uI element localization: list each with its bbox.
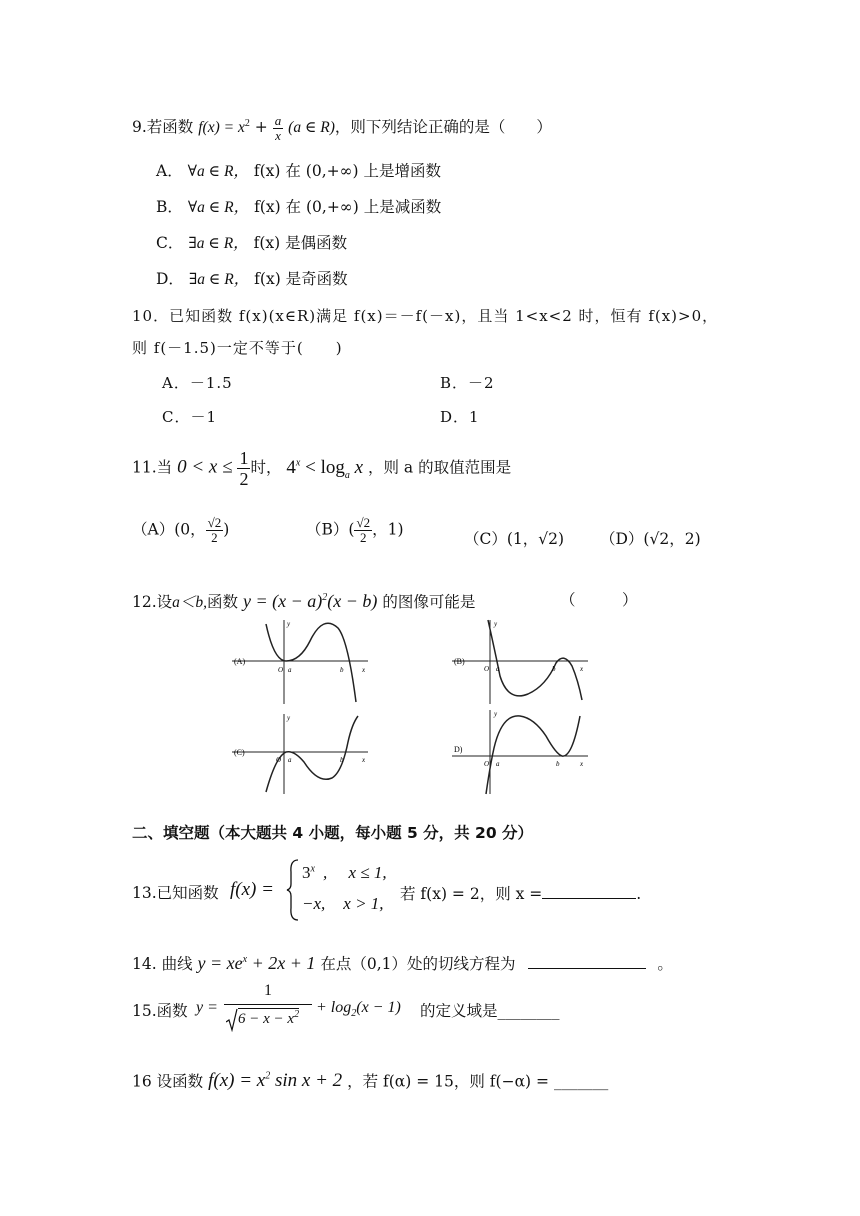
q9-option-d-label: D． <box>156 270 184 288</box>
q11-ineq-base: 4 <box>286 456 296 478</box>
graph-d-curve <box>486 716 580 794</box>
graph-b-curve <box>488 620 582 700</box>
q10-line1: 10．已知函数 f(x)(x∈R)满足 f(x)＝－f(－x)，且当 1<x<2 时，恒有 f(x)>0， <box>132 307 719 325</box>
graph-a-label: (A) <box>234 657 246 666</box>
graph-d-a: a <box>496 760 500 768</box>
q16-answer-blank[interactable]: _______ <box>553 1072 609 1091</box>
graph-c-curve <box>266 716 358 792</box>
q13-case1-cond: , x ≤ 1, <box>322 863 387 882</box>
graph-d-y: y <box>494 710 498 718</box>
q11-option-a-frac <box>206 516 224 545</box>
q16-prefix: 16 设函数 <box>132 1072 204 1091</box>
graph-a-origin: O <box>278 666 284 674</box>
q12-graph-a <box>228 616 378 706</box>
graph-d-label: D) <box>454 745 463 754</box>
q10-option-a: A．－1.5 <box>162 374 233 392</box>
graph-d-origin: O <box>484 760 490 768</box>
q12-mid: 函数 <box>207 593 239 611</box>
q15-fraction-bar <box>224 1004 312 1005</box>
q15-den <box>238 1008 299 1028</box>
q12-formula <box>243 591 377 611</box>
graph-a-b: b <box>340 666 344 674</box>
q11-half <box>237 448 250 489</box>
q12-formula-sq: 2 <box>322 592 328 603</box>
q11-ineq-x: x <box>349 456 364 478</box>
q11-option-a <box>132 516 229 545</box>
q13-answer-blank[interactable] <box>542 882 636 899</box>
q10-option-c: C．－1 <box>162 408 218 426</box>
graph-b-x: x <box>580 665 584 673</box>
q12-formula-1: y = (x − a) <box>243 591 323 611</box>
q13-case1 <box>302 858 387 883</box>
q11-option-b-frac <box>354 516 372 545</box>
q11-half-den: 2 <box>239 469 249 489</box>
graph-d-x: x <box>580 760 584 768</box>
q16 <box>132 1066 608 1092</box>
q12-suffix: 的图像可能是 <box>382 593 476 611</box>
q13-fx: f(x) = <box>230 879 274 900</box>
q15-den-text: 6 − x − x <box>238 1011 295 1027</box>
q9-option-d-text2: f(x) 是奇函数 <box>254 270 348 288</box>
q9-option-c-text1: ∃a ∈ R， <box>188 235 249 252</box>
q11-stem <box>132 448 511 489</box>
q12-prefix: 12.设 <box>132 593 173 611</box>
graph-a-curve <box>266 623 356 702</box>
q9-option-a-label: A． <box>156 162 183 180</box>
q9-suffix: ，则下列结论正确的是（ ） <box>334 118 552 137</box>
q9-option-d-text1: ∃a ∈ R， <box>188 271 250 288</box>
q11-option-a-post: ) <box>223 520 230 539</box>
q13-case1-base: 3 <box>302 863 311 882</box>
q9-option-b <box>156 196 441 219</box>
q9-fraction <box>273 114 284 143</box>
q12-graph-c <box>228 712 378 796</box>
q11-option-b-pre: （B）( <box>306 520 355 539</box>
q9-fx: f(x) = x <box>198 119 245 137</box>
q11-option-b-den: 2 <box>360 530 367 545</box>
q10-option-b: B．－2 <box>440 374 495 392</box>
q15-suffix: 的定义域是________ <box>420 1002 560 1020</box>
q16-formula-2: sin x + 2 <box>270 1070 343 1092</box>
q15-num: 1 <box>264 982 272 999</box>
q13-suffix <box>400 882 641 905</box>
q9-option-a-text1: ∀a ∈ R， <box>187 163 249 180</box>
q10-line2: 则 f(－1.5)一定不等于( ) <box>132 339 343 357</box>
q12-answer-paren: （ ） <box>560 591 638 609</box>
graph-b-a: a <box>496 665 500 673</box>
q12-stem <box>132 587 475 614</box>
graph-c-label: (C) <box>234 748 245 757</box>
q15-den-sup: 2 <box>294 1009 300 1020</box>
q9-sq: 2 <box>244 118 250 129</box>
q12-graph-b <box>448 616 598 706</box>
q13-case2-cond: x > 1, <box>343 894 384 913</box>
q14 <box>132 949 673 975</box>
q9-option-c <box>156 232 347 255</box>
q9-den: x <box>275 127 281 143</box>
q11-option-d: （D）(√2，2) <box>600 530 701 548</box>
q11-option-b-post: ，1) <box>372 520 404 539</box>
graph-a-a: a <box>288 666 292 674</box>
q15-log-arg: (x − 1) <box>356 999 401 1016</box>
q16-formula-sup: 2 <box>265 1071 271 1082</box>
graph-c-x: x <box>362 756 366 764</box>
q14-formula <box>198 953 316 973</box>
q12-graph-d <box>448 708 598 796</box>
q14-prefix: 14. 曲线 <box>132 955 193 973</box>
graph-c-y: y <box>287 714 291 722</box>
q9-prefix: 9.若函数 <box>132 118 194 137</box>
q16-formula <box>208 1070 342 1091</box>
q11-option-b-num: √2 <box>356 515 371 530</box>
q15-log <box>316 999 401 1019</box>
q9-option-a <box>156 160 441 183</box>
q13-brace <box>286 858 300 922</box>
q9-plus: + <box>254 118 268 137</box>
q11-prefix: 11.当 <box>132 458 173 477</box>
graph-b-label: (B) <box>454 657 465 666</box>
graph-a-x: x <box>362 666 366 674</box>
q11-ineq <box>286 456 364 481</box>
graph-a-y: y <box>287 620 291 628</box>
q9-option-b-text1: ∀a ∈ R， <box>187 199 250 216</box>
q9-option-c-label: C． <box>156 234 184 252</box>
q15-log-text: + log <box>316 999 352 1016</box>
q9-option-a-text2: f(x) 在 (0,+∞) 上是增函数 <box>253 162 442 180</box>
q15-log-base: 2 <box>351 1008 357 1020</box>
q11-suffix: ，则 a 的取值范围是 <box>368 458 512 477</box>
graph-c-a: a <box>288 756 292 764</box>
q15-sqrt-sign <box>226 1008 238 1032</box>
q13-end: . <box>636 885 642 903</box>
q14-suffix: 在点（0,1）处的切线方程为 <box>320 955 516 973</box>
q9-option-c-text2: f(x) 是偶函数 <box>253 234 348 252</box>
q14-formula-2: + 2x + 1 <box>247 953 316 973</box>
q11-option-a-pre: （A）(0， <box>132 520 206 539</box>
q14-end: 。 <box>657 955 673 973</box>
q13-case1-sup: x <box>310 863 315 875</box>
section-2-heading: 二、填空题（本大题共 4 小题，每小题 5 分，共 20 分） <box>132 824 534 842</box>
q11-mid: 时， <box>250 458 282 477</box>
q9-num: a <box>274 112 282 128</box>
q9-option-b-label: B． <box>156 198 183 216</box>
q15-prefix: 15.函数 <box>132 1002 188 1020</box>
q12-formula-2: (x − b) <box>327 591 378 611</box>
graph-b-b: b <box>552 665 556 673</box>
q9-option-d <box>156 268 348 291</box>
q14-formula-sup: x <box>242 954 248 965</box>
q11-cond: 0 < x ≤ <box>177 456 233 478</box>
q16-formula-1: f(x) = x <box>208 1070 266 1092</box>
q13-suffix-text: 若 f(x) = 2，则 x = <box>400 885 543 903</box>
q9-cond: (a ∈ R) <box>288 119 335 137</box>
q11-option-a-num: √2 <box>207 515 222 530</box>
q9-stem <box>132 113 552 143</box>
q11-option-b <box>306 516 404 545</box>
q16-mid: ，若 f(α) = 15，则 f(−α) = <box>347 1072 550 1091</box>
q11-option-a-den: 2 <box>211 530 218 545</box>
graph-b-y: y <box>494 620 498 628</box>
q9-option-b-text2: f(x) 在 (0,+∞) 上是减函数 <box>254 198 442 216</box>
q14-answer-blank[interactable] <box>528 952 646 969</box>
q11-ineq-sub: a <box>344 469 350 481</box>
q13-prefix: 13.已知函数 <box>132 884 219 902</box>
q13-case2-val: −x, <box>302 894 326 913</box>
q11-ineq-sup: x <box>295 457 301 469</box>
graph-d-b: b <box>556 760 560 768</box>
q10-option-d: D．1 <box>440 408 480 426</box>
q13-case2 <box>302 894 384 914</box>
q11-half-num: 1 <box>239 448 249 468</box>
graph-c-origin: O <box>276 756 282 764</box>
q12-cond: a＜b, <box>172 594 208 611</box>
q15-y: y = <box>196 999 218 1016</box>
graph-c-b: b <box>340 756 344 764</box>
q14-formula-1: y = xe <box>197 953 243 973</box>
q11-ineq-log: < log <box>300 456 345 478</box>
q11-option-c: （C）(1，√2) <box>464 530 565 548</box>
graph-b-origin: O <box>484 665 490 673</box>
